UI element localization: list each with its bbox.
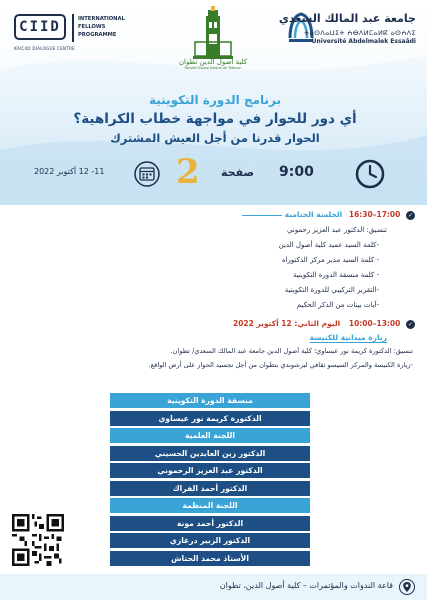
clock-icon <box>354 158 386 190</box>
faculty-name-ar: كلية أصول الدين تطوان <box>178 58 248 66</box>
check-icon: ✓ <box>407 211 414 219</box>
visit-label: زيارة ميدانية للكنيسة <box>309 333 387 342</box>
committee-heading: اللجنة العلمية <box>110 428 310 443</box>
closing-label: الجلسة الختامية <box>284 210 343 219</box>
committee-heading: اللجنة المنظمة <box>110 498 310 513</box>
kaiciid-program-line: INTERNATIONAL <box>78 16 125 22</box>
venue-footer <box>0 574 427 600</box>
faculty-name-fr: Faculté Ossoul Eddine de Tétouan <box>184 66 242 70</box>
section-rule <box>242 215 282 216</box>
committee-member: الدكتور الزبير درغازي <box>110 533 310 548</box>
committee-member: الأستاذ محمد الحتاش <box>110 551 310 566</box>
title-block <box>40 92 390 146</box>
event-dates: 11- 12 أكتوبر 2022 <box>34 167 105 176</box>
closing-item: -آيات بينات من الذكر الحكيم <box>296 301 379 309</box>
page-label: صفحة <box>221 166 255 179</box>
closing-item: - كلمة السيد مدير مركز الدكتوراه <box>281 256 379 264</box>
closing-item: -التقرير التركيبي للدورة التكوينية <box>284 286 379 294</box>
info-strip <box>24 152 404 194</box>
university-logo <box>278 10 416 56</box>
committee-member: الدكتور أحمد الفراك <box>110 481 310 496</box>
kaiciid-mark: CIID <box>14 14 66 40</box>
committee-heading: منسقة الدورة التكوينية <box>110 393 310 408</box>
university-name-tifinagh: ⵜⴰⵙⴷⴰⵡⵉⵜ ⵄⴱⴷⵍⵎⴰⵍⴽ ⴰⵙⵄⴷⵉ <box>304 29 416 37</box>
kaiciid-centre: KAICIID DIALOGUE CENTRE <box>14 46 75 51</box>
committees-list <box>110 393 310 568</box>
header <box>0 0 427 205</box>
kaiciid-program <box>78 15 138 39</box>
venue-text: قاعة الندوات والمؤتمرات – كلية أصول الدين، تطوان <box>219 581 393 590</box>
closing-item: -كلمة السيد عميد كلية أصول الدين <box>278 241 379 249</box>
kaiciid-program-line: PROGRAMME <box>78 32 117 38</box>
university-name-fr: Université Abdelmalek Essaâdi <box>311 38 416 45</box>
check-icon: ✓ <box>407 321 414 328</box>
committee-member: الدكتورة كريمة نور عيساوي <box>110 411 310 426</box>
page-number: 2 <box>176 152 200 192</box>
calendar-icon <box>134 161 160 187</box>
committee-member: الدكتور أحمد مونة <box>110 516 310 531</box>
minaret-icon <box>193 6 233 60</box>
day-two-time: 13:00–10:00 <box>348 319 401 328</box>
day-two-header <box>233 319 415 331</box>
committee-member: الدكتور زين العابدين الحسيني <box>110 446 310 461</box>
committee-member: الدكتور عبد العزيز الرحموني <box>110 463 310 478</box>
start-time: 9:00 <box>279 164 314 180</box>
kaiciid-separator <box>72 14 74 42</box>
location-pin-icon <box>399 579 415 595</box>
closing-time: 17:00–16:30 <box>348 210 401 219</box>
university-name-ar: جامعة عبد المالك السعدي <box>278 12 416 25</box>
closing-session-header <box>242 210 415 222</box>
closing-item: - كلمة منسقة الدورة التكوينية <box>292 271 379 279</box>
closing-coordinator: تنسيق: الدكتور عبد العزيز رحموني <box>287 226 387 234</box>
day-two-date: اليوم الثاني: 12 أكتوبر 2022 <box>232 319 341 328</box>
kaiciid-logo <box>14 14 134 58</box>
faculty-logo <box>168 6 258 80</box>
main-title: أي دور للحوار في مواجهة خطاب الكراهية؟ <box>73 111 357 127</box>
kaiciid-program-line: FELLOWS <box>78 24 106 30</box>
visit-coordinator: تنسيق: الدكتورة كريمة نور عيساوي؛ كلية أصول الدين جامعة عبد المالك السعدي/ تطوان. <box>170 347 413 355</box>
visit-description: -زيارة الكنيسة والمركز السيسو ثقافي ليرشوندي بتطوان من أجل تجسيد الحوار على أرض الواقع. <box>148 361 413 369</box>
subtitle: الحوار قدرنا من أجل العيش المشترك <box>110 131 320 145</box>
programme-content <box>0 205 427 600</box>
qr-code[interactable] <box>12 514 64 566</box>
program-title: برنامج الدورة التكوينية <box>148 93 282 107</box>
